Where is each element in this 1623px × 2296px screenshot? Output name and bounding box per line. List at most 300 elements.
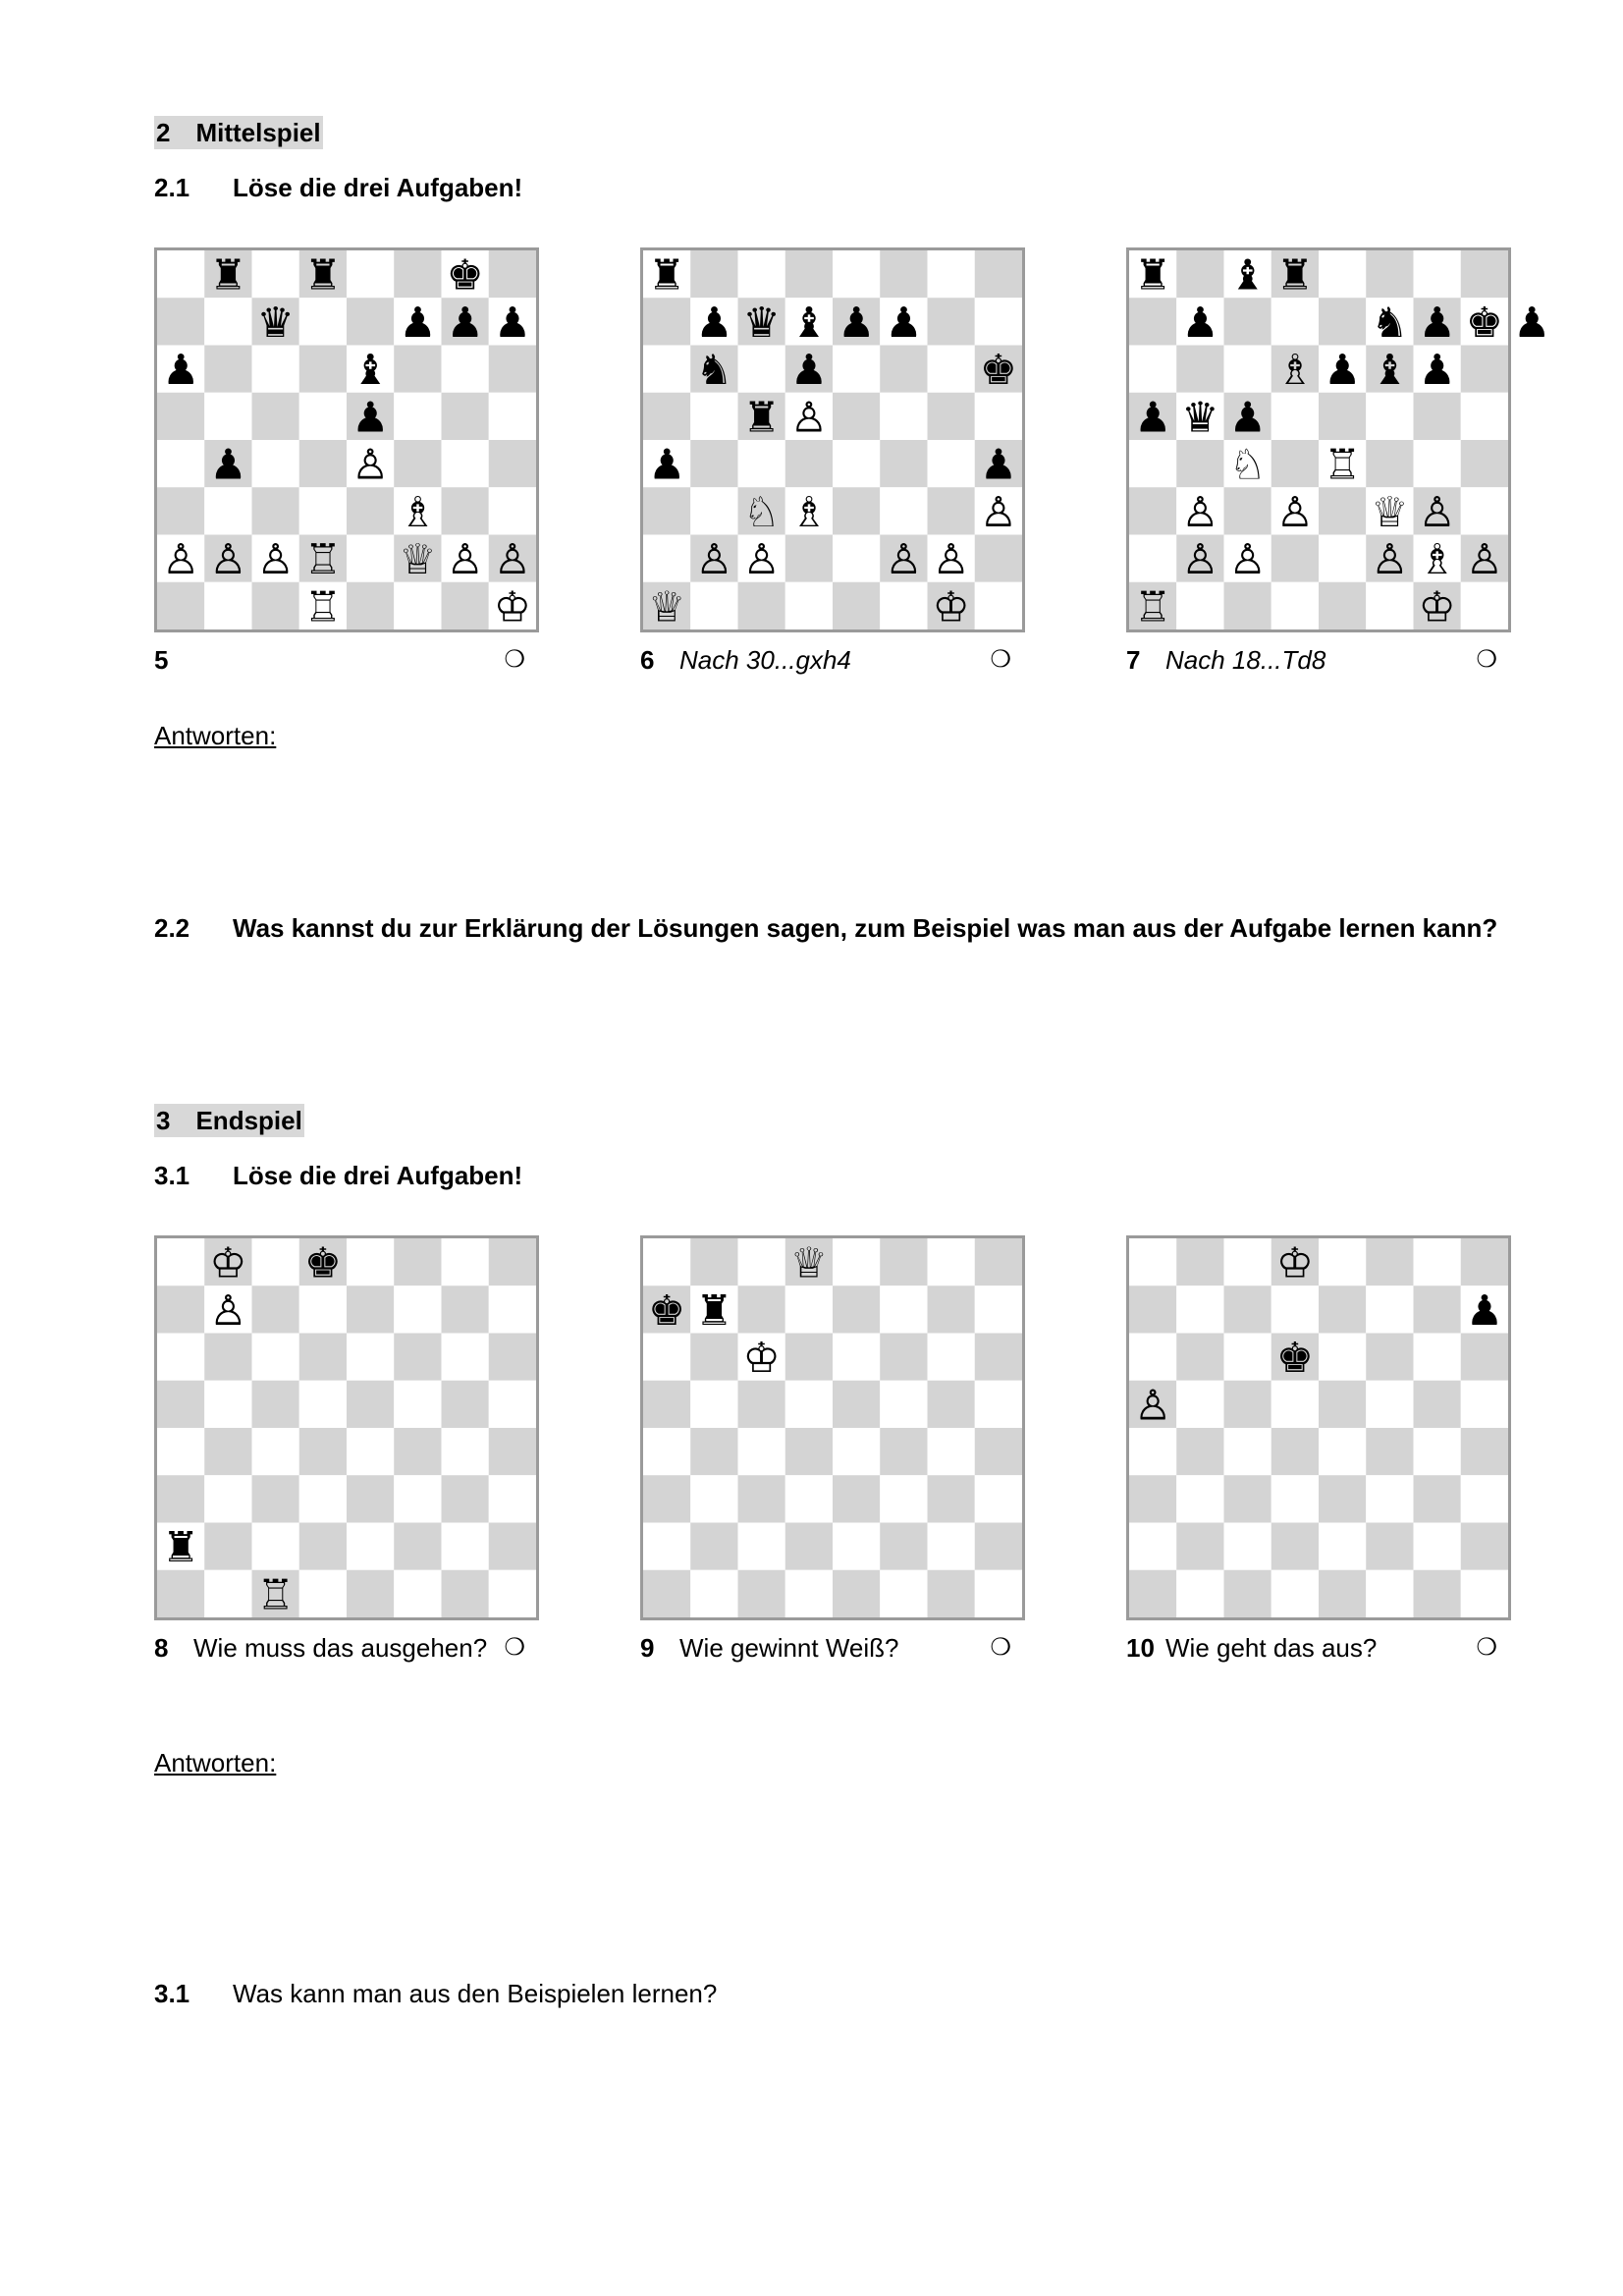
chess-piece-white-pawn-icon: ♙ [1465, 536, 1503, 585]
board-square [347, 582, 394, 629]
board-square [643, 1570, 690, 1617]
board-square [785, 1381, 833, 1428]
board-square [785, 1428, 833, 1475]
board-square [442, 487, 489, 534]
section-heading-endgame [154, 1104, 304, 1137]
board-square [1414, 1523, 1461, 1570]
chess-piece-black-bishop-icon: ♝ [1228, 251, 1267, 301]
board-square [738, 1285, 785, 1333]
board-square [1366, 1523, 1413, 1570]
board-square [1319, 1381, 1366, 1428]
board-square [643, 393, 690, 440]
board-square [785, 1570, 833, 1617]
chess-piece-black-king-icon: ♚ [1465, 299, 1503, 348]
board-square [1224, 487, 1271, 534]
board-square [785, 535, 833, 582]
board-square [928, 1523, 975, 1570]
board-square [928, 440, 975, 487]
section-number: 3 [156, 1106, 171, 1135]
board-square [1271, 1381, 1319, 1428]
board-square [1414, 250, 1461, 298]
chess-piece-white-bishop-icon: ♗ [789, 488, 828, 537]
board-square [643, 535, 690, 582]
section-title: Endspiel [195, 1106, 302, 1135]
board-square [394, 1285, 441, 1333]
chess-piece-black-rook-icon: ♜ [648, 251, 686, 301]
board-square [880, 1475, 927, 1522]
diagram-number: 6 [640, 645, 655, 675]
board-square [157, 582, 204, 629]
board-square [157, 1285, 204, 1333]
board-square [738, 1381, 785, 1428]
chess-piece-white-king-icon: ♔ [742, 1335, 781, 1384]
board-square [157, 1475, 204, 1522]
chess-piece-white-rook-icon: ♖ [256, 1571, 295, 1620]
chess-piece-white-pawn-icon: ♙ [209, 536, 247, 585]
board-square [928, 298, 975, 345]
board-square [1271, 393, 1319, 440]
section-title: Mittelspiel [195, 118, 321, 147]
board-square [1129, 1570, 1176, 1617]
board-square [204, 1523, 251, 1570]
board-square [1319, 1238, 1366, 1285]
board-square [833, 1428, 880, 1475]
board-square [157, 1570, 204, 1617]
answer-checkbox[interactable]: ❍ [1476, 646, 1497, 673]
subsection-2-2-heading [154, 911, 1497, 945]
board-square [394, 1334, 441, 1381]
chess-piece-black-pawn-icon: ♟ [1465, 1286, 1503, 1336]
chess-piece-white-pawn-icon: ♙ [493, 536, 531, 585]
board-square [489, 487, 536, 534]
chess-piece-black-rook-icon: ♜ [742, 394, 781, 443]
board-square [157, 487, 204, 534]
chess-piece-white-king-icon: ♔ [932, 583, 970, 632]
chess-piece-white-pawn-icon: ♙ [1371, 536, 1409, 585]
board-square [299, 1428, 347, 1475]
board-square [928, 1428, 975, 1475]
board-square [489, 1523, 536, 1570]
board-square [833, 1475, 880, 1522]
board-square [975, 1428, 1022, 1475]
chess-piece-black-knight-icon: ♞ [1371, 299, 1409, 348]
board-square [880, 1238, 927, 1285]
chess-piece-black-pawn-icon: ♟ [209, 441, 247, 490]
diagram-caption-9 [640, 1631, 1025, 1665]
chess-piece-black-bishop-icon: ♝ [352, 347, 390, 396]
chess-piece-white-king-icon: ♔ [209, 1239, 247, 1288]
board-square [928, 1381, 975, 1428]
board-square [299, 298, 347, 345]
board-square [299, 487, 347, 534]
diagram-caption-text: Wie gewinnt Weiß? [679, 1633, 899, 1663]
board-square [1319, 535, 1366, 582]
chess-piece-white-pawn-icon: ♙ [1134, 1382, 1172, 1431]
answer-checkbox[interactable]: ❍ [1476, 1634, 1497, 1661]
board-square [690, 1428, 737, 1475]
board-square [442, 1238, 489, 1285]
board-square [394, 1428, 441, 1475]
chess-piece-black-rook-icon: ♜ [303, 251, 342, 301]
board-square [299, 346, 347, 393]
board-square [643, 1381, 690, 1428]
chess-piece-black-pawn-icon: ♟ [399, 299, 437, 348]
board-square [690, 487, 737, 534]
board-square [928, 250, 975, 298]
diagram-number: 9 [640, 1633, 655, 1663]
chess-diagram-5 [154, 247, 539, 632]
chess-piece-white-pawn-icon: ♙ [695, 536, 733, 585]
subsection-2-1-heading [154, 171, 522, 204]
chess-piece-white-pawn-icon: ♙ [209, 1286, 247, 1336]
board-square [1129, 1334, 1176, 1381]
board-square [975, 1285, 1022, 1333]
board-square [1129, 1238, 1176, 1285]
board-square [833, 1285, 880, 1333]
board-square [690, 582, 737, 629]
board-square [928, 1285, 975, 1333]
board-square [1129, 1285, 1176, 1333]
chess-diagram-9 [640, 1235, 1025, 1620]
board-square [1319, 1285, 1366, 1333]
board-square [975, 298, 1022, 345]
board-square [252, 582, 299, 629]
board-square [1224, 1523, 1271, 1570]
board-square [880, 250, 927, 298]
board-square [833, 1334, 880, 1381]
board-square [1461, 346, 1508, 393]
board-square [347, 1381, 394, 1428]
board-square [299, 1381, 347, 1428]
diagram-number: 10 [1126, 1633, 1155, 1663]
board-square [1129, 535, 1176, 582]
diagram-caption-text: Wie muss das ausgehen? [193, 1633, 488, 1663]
board-square [833, 1238, 880, 1285]
board-square [833, 346, 880, 393]
board-square [1176, 346, 1223, 393]
board-square [204, 1475, 251, 1522]
board-square [157, 1381, 204, 1428]
chess-piece-white-pawn-icon: ♙ [885, 536, 923, 585]
board-square [299, 1570, 347, 1617]
board-square [489, 1238, 536, 1285]
board-square [975, 582, 1022, 629]
chess-piece-black-pawn-icon: ♟ [838, 299, 876, 348]
board-square [489, 1285, 536, 1333]
diagram-number: 7 [1126, 645, 1141, 675]
board-square [204, 1381, 251, 1428]
board-square [738, 1238, 785, 1285]
board-square [690, 1334, 737, 1381]
diagram-caption-8 [154, 1631, 539, 1665]
board-square [833, 440, 880, 487]
board-square [1461, 250, 1508, 298]
board-square [880, 487, 927, 534]
chess-diagram-7 [1126, 247, 1551, 632]
chessboard-grid [643, 1238, 1022, 1617]
board-square [1224, 1428, 1271, 1475]
board-square [1366, 1428, 1413, 1475]
board-square [975, 535, 1022, 582]
board-square [643, 1475, 690, 1522]
board-square [252, 1523, 299, 1570]
board-square [975, 1475, 1022, 1522]
board-square [880, 1381, 927, 1428]
board-square [1319, 1475, 1366, 1522]
chess-piece-black-bishop-icon: ♝ [789, 299, 828, 348]
chess-piece-white-pawn-icon: ♙ [1418, 488, 1456, 537]
board-square [738, 1570, 785, 1617]
board-square [1366, 1334, 1413, 1381]
board-square [1129, 298, 1176, 345]
chess-piece-black-pawn-icon: ♟ [1418, 299, 1456, 348]
board-square [975, 1523, 1022, 1570]
board-square [1319, 487, 1366, 534]
board-square [833, 393, 880, 440]
board-square [442, 393, 489, 440]
board-square [1461, 1428, 1508, 1475]
board-square [394, 346, 441, 393]
subsection-text: Was kann man aus den Beispielen lernen? [233, 1979, 718, 2008]
chess-piece-white-queen-icon: ♕ [399, 536, 437, 585]
board-square [442, 1475, 489, 1522]
chessboard-grid [1129, 250, 1551, 632]
chessboard-grid [157, 250, 536, 632]
board-square [1414, 1238, 1461, 1285]
board-square [1366, 250, 1413, 298]
chess-piece-black-pawn-icon: ♟ [352, 394, 390, 443]
chess-piece-black-pawn-icon: ♟ [695, 299, 733, 348]
chess-piece-black-king-icon: ♚ [1275, 1335, 1314, 1384]
board-square [1176, 1238, 1223, 1285]
board-square [833, 1381, 880, 1428]
chess-diagram-8 [154, 1235, 539, 1620]
board-square [643, 1523, 690, 1570]
chess-piece-black-king-icon: ♚ [648, 1286, 686, 1336]
board-square [442, 1381, 489, 1428]
board-square [738, 1428, 785, 1475]
chess-piece-black-knight-icon: ♞ [695, 347, 733, 396]
diagram-caption-6 [640, 643, 1025, 677]
chessboard-grid [1129, 1238, 1508, 1617]
board-square [204, 298, 251, 345]
chess-piece-black-pawn-icon: ♟ [162, 347, 200, 396]
board-square [157, 1428, 204, 1475]
chess-piece-black-pawn-icon: ♟ [1418, 347, 1456, 396]
diagram-caption-5 [154, 643, 539, 677]
chess-piece-black-queen-icon: ♛ [742, 299, 781, 348]
board-square [347, 1238, 394, 1285]
board-square [880, 1428, 927, 1475]
board-square [1366, 582, 1413, 629]
board-square [394, 250, 441, 298]
board-square [1129, 1475, 1176, 1522]
board-square [1319, 1428, 1366, 1475]
answer-checkbox[interactable]: ❍ [990, 1634, 1011, 1661]
board-square [1271, 1475, 1319, 1522]
chess-piece-black-rook-icon: ♜ [162, 1524, 200, 1573]
board-square [833, 1570, 880, 1617]
chess-piece-black-pawn-icon: ♟ [1134, 394, 1172, 443]
board-square [738, 440, 785, 487]
board-square [299, 393, 347, 440]
chess-piece-white-bishop-icon: ♗ [1275, 347, 1314, 396]
chess-piece-black-pawn-icon: ♟ [1324, 347, 1362, 396]
board-square [1414, 1570, 1461, 1617]
board-square [252, 346, 299, 393]
board-square [928, 1570, 975, 1617]
board-square [347, 298, 394, 345]
board-square [738, 1475, 785, 1522]
board-square [643, 1428, 690, 1475]
chess-piece-white-king-icon: ♔ [493, 583, 531, 632]
board-square [690, 440, 737, 487]
chess-piece-black-bishop-icon: ♝ [1371, 347, 1409, 396]
board-square [394, 582, 441, 629]
board-square [1366, 1475, 1413, 1522]
board-square [489, 1381, 536, 1428]
chess-diagram-6 [640, 247, 1025, 632]
board-square [928, 346, 975, 393]
board-square [643, 298, 690, 345]
chess-piece-white-pawn-icon: ♙ [1181, 488, 1219, 537]
answers-label-2: Antworten: [154, 1748, 277, 1777]
board-square [157, 298, 204, 345]
chess-piece-white-bishop-icon: ♗ [399, 488, 437, 537]
board-square [690, 1238, 737, 1285]
board-square [1224, 1285, 1271, 1333]
section-heading-middlegame [154, 116, 323, 149]
board-square [394, 440, 441, 487]
chess-piece-black-rook-icon: ♜ [695, 1286, 733, 1336]
board-square [690, 393, 737, 440]
board-square [785, 1285, 833, 1333]
chess-diagram-10 [1126, 1235, 1511, 1620]
board-square [880, 1570, 927, 1617]
board-square [1271, 1523, 1319, 1570]
board-square [1461, 393, 1508, 440]
board-square [975, 1334, 1022, 1381]
diagram-number: 8 [154, 1633, 169, 1663]
board-square [1319, 1334, 1366, 1381]
board-square [1461, 1523, 1508, 1570]
board-square [204, 1428, 251, 1475]
board-square [975, 1570, 1022, 1617]
board-square [1224, 582, 1271, 629]
board-square [1461, 1238, 1508, 1285]
chess-piece-white-queen-icon: ♕ [789, 1239, 828, 1288]
board-square [489, 1334, 536, 1381]
board-square [252, 1381, 299, 1428]
board-square [1366, 1570, 1413, 1617]
board-square [1414, 1285, 1461, 1333]
chess-piece-black-pawn-icon: ♟ [1228, 394, 1267, 443]
diagram-number: 5 [154, 645, 169, 675]
board-square [347, 250, 394, 298]
board-square [1224, 1334, 1271, 1381]
board-square [252, 1428, 299, 1475]
chess-piece-black-rook-icon: ♜ [1134, 251, 1172, 301]
chess-piece-white-rook-icon: ♖ [303, 536, 342, 585]
board-square [347, 1428, 394, 1475]
board-square [1129, 346, 1176, 393]
board-square [1271, 440, 1319, 487]
board-square [489, 1570, 536, 1617]
chess-piece-white-knight-icon: ♘ [742, 488, 781, 537]
board-square [1319, 582, 1366, 629]
board-square [394, 1523, 441, 1570]
board-square [1461, 1381, 1508, 1428]
board-square [1414, 440, 1461, 487]
chess-piece-black-rook-icon: ♜ [209, 251, 247, 301]
chess-piece-white-pawn-icon: ♙ [1275, 488, 1314, 537]
board-square [347, 1523, 394, 1570]
board-square [299, 1334, 347, 1381]
answer-checkbox[interactable]: ❍ [504, 646, 525, 673]
subsection-3-1-heading [154, 1159, 522, 1192]
answer-checkbox[interactable]: ❍ [504, 1634, 525, 1661]
board-square [1319, 298, 1366, 345]
board-square [1271, 1285, 1319, 1333]
board-square [1461, 582, 1508, 629]
board-square [1176, 1523, 1223, 1570]
chess-piece-black-pawn-icon: ♟ [493, 299, 531, 348]
board-square [1224, 1238, 1271, 1285]
board-square [489, 346, 536, 393]
board-square [880, 440, 927, 487]
board-square [1366, 1238, 1413, 1285]
subsection-number: 3.1 [154, 1161, 190, 1190]
board-square [442, 1428, 489, 1475]
board-square [252, 1285, 299, 1333]
board-square [1414, 1334, 1461, 1381]
board-square [347, 1285, 394, 1333]
board-square [785, 1523, 833, 1570]
board-square [1224, 346, 1271, 393]
chessboard-grid [157, 1238, 536, 1620]
board-square [1271, 298, 1319, 345]
board-square [690, 250, 737, 298]
chess-piece-white-bishop-icon: ♗ [1418, 536, 1456, 585]
chess-piece-white-pawn-icon: ♙ [789, 394, 828, 443]
chess-piece-white-rook-icon: ♖ [1324, 441, 1362, 490]
board-square [690, 1475, 737, 1522]
board-square [1176, 1428, 1223, 1475]
board-square [1461, 487, 1508, 534]
board-square [738, 582, 785, 629]
subsection-text: Was kannst du zur Erklärung der Lösungen sagen, zum Beispiel was man aus der Aufgabe lernen kann? [233, 913, 1498, 943]
board-square [880, 346, 927, 393]
chess-piece-white-pawn-icon: ♙ [352, 441, 390, 490]
board-square [880, 1334, 927, 1381]
board-square [1319, 250, 1366, 298]
board-square [252, 1334, 299, 1381]
answer-checkbox[interactable]: ❍ [990, 646, 1011, 673]
chess-piece-white-pawn-icon: ♙ [742, 536, 781, 585]
board-square [442, 1285, 489, 1333]
board-square [394, 1475, 441, 1522]
chess-piece-black-pawn-icon: ♟ [885, 299, 923, 348]
board-square [394, 1381, 441, 1428]
chess-piece-white-pawn-icon: ♙ [446, 536, 484, 585]
board-square [1271, 1428, 1319, 1475]
chess-piece-black-pawn-icon: ♟ [648, 441, 686, 490]
board-square [204, 582, 251, 629]
board-square [975, 1238, 1022, 1285]
board-square [442, 440, 489, 487]
chess-piece-white-king-icon: ♔ [1418, 583, 1456, 632]
chess-piece-white-pawn-icon: ♙ [1228, 536, 1267, 585]
